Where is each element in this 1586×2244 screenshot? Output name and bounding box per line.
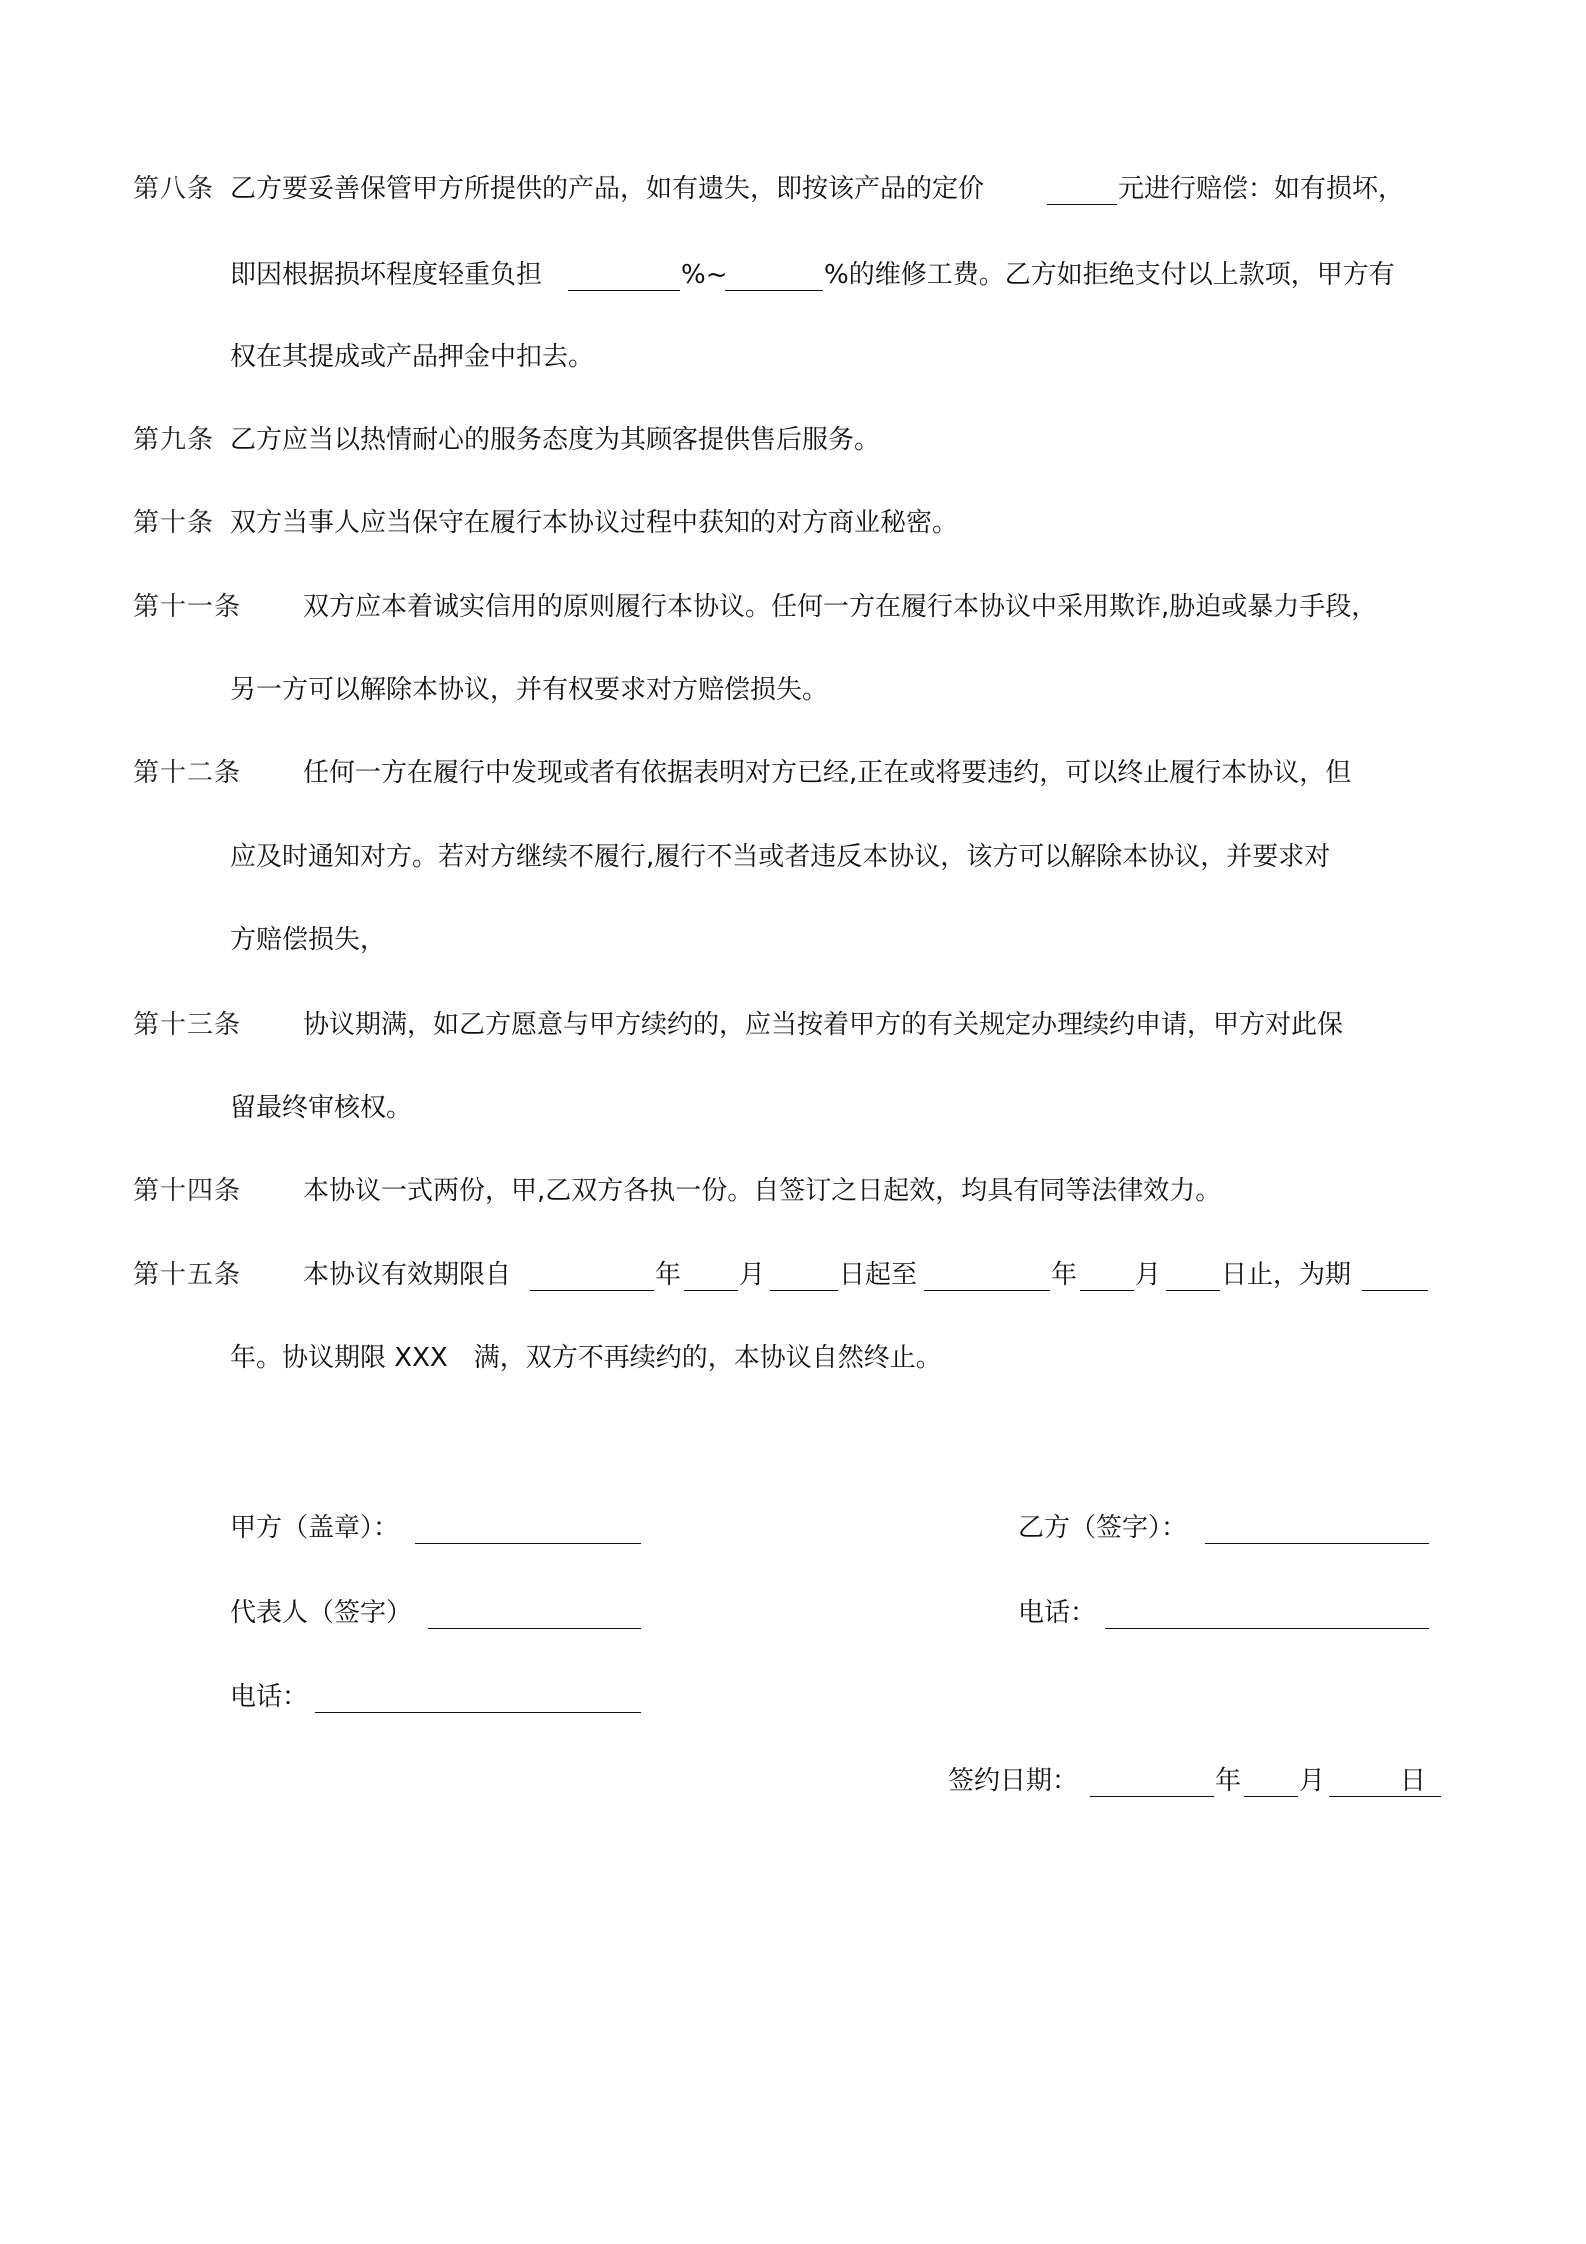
article-15-text-2: 年。协议期限 XXX 满，双方不再续约的，本协议自然终止。: [230, 1343, 942, 1373]
end-day-text: 日止，为期: [1221, 1260, 1352, 1290]
start-year-unit: 年: [655, 1260, 682, 1290]
party-b-sign-label: 乙方（签字）：: [1018, 1513, 1188, 1543]
start-year-blank[interactable]: [530, 1290, 654, 1291]
article-13-line-1: [0, 1000, 1586, 1050]
article-15-label: 第十五条: [133, 1260, 242, 1290]
article-11-text-2: 另一方可以解除本协议，并有权要求对方赔偿损失。: [230, 675, 829, 705]
article-11-label: 第十一条: [133, 592, 242, 622]
representative-sign-label: 代表人（签字）: [230, 1598, 413, 1628]
signing-date-row: [0, 1756, 1586, 1806]
article-12-text-1: 任何一方在履行中发现或者有依据表明对方已经,正在或将要违约，可以终止履行本协议，但: [303, 758, 1352, 788]
start-day-blank[interactable]: [770, 1290, 838, 1291]
party-a-seal-label: 甲方（盖章）：: [230, 1513, 400, 1543]
article-8-line-3: [0, 332, 1586, 382]
article-8-text-2b: %~: [681, 260, 728, 290]
article-12-line-3: [0, 915, 1586, 965]
end-year-blank[interactable]: [924, 1290, 1050, 1291]
article-8-text-1b: 元进行赔偿：如有损坏，: [1118, 174, 1405, 204]
end-day-blank[interactable]: [1166, 1290, 1220, 1291]
article-13-text-1: 协议期满，如乙方愿意与甲方续约的，应当按着甲方的有关规定办理续约申请，甲方对此保: [303, 1010, 1344, 1040]
party-a-seal-field[interactable]: [415, 1543, 641, 1544]
signing-date-label: 签约日期：: [948, 1766, 1079, 1796]
article-14-label: 第十四条: [133, 1176, 242, 1206]
article-8-text-2a: 即因根据损坏程度轻重负担: [230, 260, 543, 290]
article-8-text-3: 权在其提成或产品押金中扣去。: [230, 342, 595, 372]
price-blank[interactable]: [1047, 204, 1117, 205]
article-13-text-2: 留最终审核权。: [230, 1093, 413, 1123]
article-12-text-2: 应及时通知对方。若对方继续不履行,履行不当或者违反本协议，该方可以解除本协议，并要求对: [230, 842, 1331, 872]
party-a-phone-label: 电话：: [230, 1682, 309, 1712]
article-12-line-2: [0, 832, 1586, 882]
article-12-line-1: [0, 748, 1586, 798]
article-13-label: 第十三条: [133, 1010, 242, 1040]
party-b-sign-field[interactable]: [1205, 1543, 1429, 1544]
article-12-label: 第十二条: [133, 758, 242, 788]
signature-row-1: [0, 1503, 1586, 1553]
end-month-unit: 月: [1135, 1260, 1162, 1290]
article-8-line-1: [0, 164, 1586, 214]
article-14-text: 本协议一式两份，甲,乙双方各执一份。自签订之日起效，均具有同等法律效力。: [303, 1176, 1222, 1206]
party-b-phone-field[interactable]: [1105, 1628, 1429, 1629]
party-a-phone-field[interactable]: [315, 1712, 641, 1713]
article-15-line-2: [0, 1333, 1586, 1383]
article-10: [0, 498, 1586, 548]
duration-blank[interactable]: [1362, 1290, 1428, 1291]
article-8-label: 第八条: [133, 174, 215, 204]
article-9-text: 乙方应当以热情耐心的服务态度为其顾客提供售后服务。: [230, 425, 881, 455]
end-month-blank[interactable]: [1080, 1290, 1134, 1291]
article-13-line-2: [0, 1083, 1586, 1133]
representative-sign-field[interactable]: [428, 1628, 641, 1629]
article-11-line-1: [0, 582, 1586, 632]
repair-min-percent-blank[interactable]: [568, 290, 680, 291]
article-8-text-1a: 乙方要妥善保管甲方所提供的产品，如有遗失，即按该产品的定价: [230, 174, 985, 204]
start-day-text: 日起至: [839, 1260, 918, 1290]
article-15-text-1a: 本协议有效期限自: [303, 1260, 512, 1290]
article-11-line-2: [0, 665, 1586, 715]
start-month-unit: 月: [739, 1260, 766, 1290]
article-8-text-2c: %的维修工费。乙方如拒绝支付以上款项，甲方有: [824, 260, 1395, 290]
signing-month-unit: 月: [1299, 1766, 1326, 1796]
signing-day-unit: 日: [1400, 1766, 1427, 1796]
repair-max-percent-blank[interactable]: [725, 290, 823, 291]
signing-year-blank[interactable]: [1090, 1796, 1214, 1797]
article-14: [0, 1166, 1586, 1216]
article-9: [0, 415, 1586, 465]
start-month-blank[interactable]: [684, 1290, 738, 1291]
end-year-unit: 年: [1051, 1260, 1078, 1290]
article-15-line-1: [0, 1250, 1586, 1300]
article-8-line-2: [0, 250, 1586, 300]
article-9-label: 第九条: [133, 425, 215, 455]
signature-row-3: [0, 1672, 1586, 1722]
party-b-phone-label: 电话：: [1018, 1598, 1097, 1628]
signing-year-unit: 年: [1215, 1766, 1242, 1796]
signing-month-blank[interactable]: [1244, 1796, 1298, 1797]
article-10-label: 第十条: [133, 508, 215, 538]
article-10-text: 双方当事人应当保守在履行本协议过程中获知的对方商业秘密。: [230, 508, 959, 538]
article-11-text-1: 双方应本着诚实信用的原则履行本协议。任何一方在履行本协议中采用欺诈,胁迫或暴力手段，: [303, 592, 1378, 622]
article-12-text-3: 方赔偿损失，: [230, 925, 387, 955]
signature-row-2: [0, 1588, 1586, 1638]
